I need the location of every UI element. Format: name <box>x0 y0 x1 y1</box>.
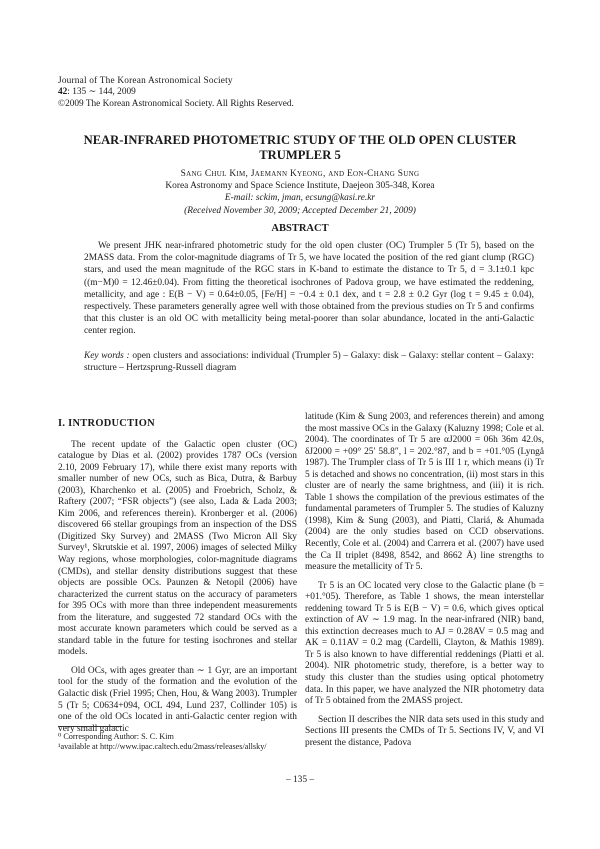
email-line: E-mail: sckim, jman, ecsung@kasi.re.kr <box>224 193 376 204</box>
paragraph: Tr 5 is an OC located very close to the Galactic plane (b = +01.°05). Therefore, as Table 1 shows, the mean interstellar reddening toward Tr 5 is E(B − V) = 0.6, which gives optical extinction of AV ∼ 1.9 mag. In the near-infrared (NIR) band, this extinction decreases much to AJ = 0.28AV = 0.5 mag and AK = 0.11AV = 0.2 mag (Cardelli, Clayton, & Mathis 1989). Tr 5 is also known to have differential reddenings (Piatti et al. 2004). NIR photometric study, therefore, is a better way to study this cluster than the studies using optical photometry data. In this paper, we have analyzed the NIR photometry data of Tr 5 obtained from the 2MASS project. <box>305 580 544 707</box>
paper-title: NEAR-INFRARED PHOTOMETRIC STUDY OF THE OLD OPEN CLUSTER TRUMPLER 5 <box>83 133 517 162</box>
received-dates: (Received November 30, 2009; Accepted December 21, 2009) <box>184 205 416 216</box>
journal-header <box>58 76 294 110</box>
volume-number: 42 <box>58 87 68 98</box>
abstract-heading: ABSTRACT <box>271 223 329 234</box>
journal-name: Journal of The Korean Astronomical Society <box>58 76 233 86</box>
keywords <box>84 350 534 374</box>
author-block <box>50 168 550 217</box>
abstract-text: We present JHK near-infrared photometric study for the old open cluster (OC) Trumpler 5 (Tr 5), based on the 2MASS data. From the color-magnitude diagrams of Tr 5, we have located the position of the red giant clump (RGC) stars, and used the mean magnitude of the RGC stars in K-band to estimate the distance to Tr 5, d = 3.1±0.1 kpc ((m−M)0 = 12.46±0.04). From fitting the theoretical isochrones of Padova group, we have estimated the reddening, metallicity, and age : E(B − V) = 0.64±0.05, [Fe/H] = −0.4 ± 0.1 dex, and t = 2.8 ± 0.2 Gyr (log t = 9.45 ± 0.04), respectively. These parameters generally agree well with those obtained from the previous studies on Tr 5 and confirms that this cluster is an old OC with metallicity being metal-poorer than solar abundance, located in the anti-Galactic center region. <box>84 241 534 337</box>
paragraph: Section II describes the NIR data sets used in this study and Sections III presents the CMDs of Tr 5. Sections IV, V, and VI present the distance, Padova <box>305 714 544 748</box>
keywords-text: open clusters and associations: individual (Trumpler 5) – Galaxy: disk – Galaxy: stellar content – Galaxy: structure – Hertzsprung-Russell diagram <box>84 351 534 374</box>
paragraph: latitude (Kim & Sung 2003, and references therein) and among the most massive OCs in the Galaxy (Kaluzny 1998; Cole et al. 2004). The coordinates of Tr 5 are αJ2000 = 06h 36m 42.0s, δJ2000 = +09° 25′ 58.8″, l = 202.°87, and b = +01.°05 (Lyngå 1987). The Trumpler class of Tr 5 is III 1 r, which means (i) Tr 5 is detached and shows no concentration, (ii) most stars in this cluster are of nearly the same brightness, and (iii) it is rich. Table 1 shows the compilation of the previous estimates of the fundamental parameters of Trumpler 5. The studies of Kaluzny (1998), Kim & Sung (2003), and Piatti, Clariá, & Ahumada (2004) are the only studies based on CCD observations. Recently, Cole et al. (2004) and Carrera et al. (2007) have used the Ca II triplet (8498, 8542, and 8662 Å) line strengths to measure the metallicity of Tr 5. <box>305 412 544 573</box>
page-number: – 135 – <box>285 775 315 785</box>
footnote-corresponding: ⁰ Corresponding Author: S. C. Kim <box>58 732 174 741</box>
footnote-url: ¹available at http://www.ipac.caltech.edu/2mass/releases/allsky/ <box>58 742 267 751</box>
paragraph: Old OCs, with ages greater than ∼ 1 Gyr, are an important tool for the study of the formation and the evolution of the Galactic disk (Friel 1995; Chen, Hou, & Wang 2003). Trumpler 5 (Tr 5; C0634+094, OCL 494, Lund 237, Collinder 105) is one of the old OCs located in anti-Galactic center region with very small galactic <box>58 665 297 734</box>
paragraph: The recent update of the Galactic open cluster (OC) catalogue by Dias et al. (2002) provides 1787 OCs (version 2.10, 2009 February 17), while there exist many reports with smaller number of new OCs, such as Bica, Dutra, & Barbuy (2003), Kharchenko et al. (2005) and Froebrich, Scholz, & Raftery (2007; “FSR objects”) (see also, Lada & Lada 2003; Kim 2006, and references therein). Kronberger et al. (2006) discovered 66 stellar groupings from an inspection of the DSS (Digitized Sky Survey) and 2MASS (Two Micron All Sky Survey¹, Skrutskie et al. 1997, 2006) images of selected Milky Way regions, whose morphologies, color-magnitude diagrams (CMDs), and stellar density distributions suggest that these objects are possible OCs. Paunzen & Netopil (2006) have characterized the current status on the accuracy of parameters for 395 OCs with more than three independent measurements from the literature, and suggested 72 standard OCs with the most accurate known parameters which could be served as a standard table in the future for testing isochrones and stellar models. <box>58 439 297 658</box>
footnotes <box>58 726 297 752</box>
footnote-rule <box>58 726 122 727</box>
right-column <box>305 412 544 756</box>
author-names: Sang Chul Kim, Jaemann Kyeong, and Eon-Chang Sung <box>180 169 420 179</box>
keywords-label: Key words : <box>84 351 130 361</box>
page-range: : 135 ∼ 144, 2009 <box>67 87 136 98</box>
section-heading: I. INTRODUCTION <box>58 418 155 429</box>
left-column <box>58 418 297 742</box>
volume-info <box>58 87 294 98</box>
affiliation: Korea Astronomy and Space Science Institute, Daejeon 305-348, Korea <box>165 181 435 192</box>
copyright-line: ©2009 The Korean Astronomical Society. All Rights Reserved. <box>58 98 294 109</box>
